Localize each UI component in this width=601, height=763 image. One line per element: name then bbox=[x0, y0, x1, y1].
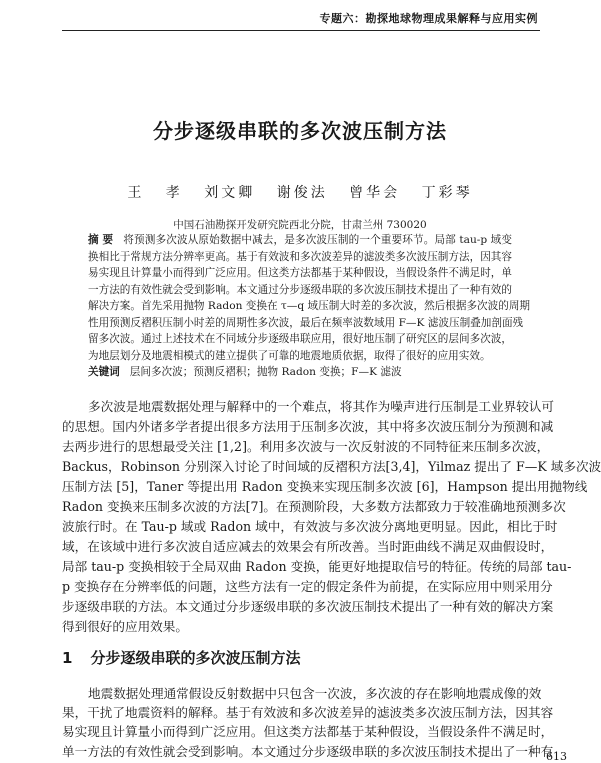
section1-paragraph bbox=[62, 684, 554, 761]
body-line: Radon 变换来压制多次波的方法[7]。在预测阶段，大多数方法都致力于较准确地预测多次 bbox=[62, 499, 566, 514]
body-line: Backus，Robinson 分别深入讨论了时间域的反褶积方法[3,4]，Yilmaz 提出了 F—K 域多次波 bbox=[62, 459, 601, 474]
body-line: 多次波是地震数据处理与解释中的一个难点，将其作为噪声进行压制是工业界较认可 bbox=[88, 399, 554, 414]
abstract-label: 摘 要 bbox=[88, 234, 114, 246]
section-number: 1 bbox=[62, 649, 73, 667]
body-line: 去两步进行的思想最受关注 [1,2]。利用多次波与一次反射波的不同特征来压制多次波， bbox=[62, 439, 550, 454]
paper-title: 分步逐级串联的多次波压制方法 bbox=[153, 119, 447, 143]
abstract bbox=[88, 232, 531, 364]
abstract-line: 一方法的有效性就会受到影响。本文通过分步逐级串联的多次波压制技术提出了一种有效的 bbox=[88, 283, 512, 296]
abstract-line: 为地层划分及地震相模式的建立提供了可靠的地震地质依据，取得了很好的应用实效。 bbox=[88, 349, 491, 362]
keywords-label: 关键词 bbox=[88, 366, 120, 378]
body-line: 地震数据处理通常假设反射数据中只包含一次波，多次波的存在影响地震成像的效 bbox=[88, 686, 542, 701]
author: 丁彩琴 bbox=[421, 185, 473, 201]
authors bbox=[0, 182, 600, 202]
page-number: 613 bbox=[546, 750, 567, 763]
body-line: 步逐级串联的方法。本文通过分步逐级串联的多次波压制技术提出了一种有效的解决方案 bbox=[62, 599, 554, 614]
abstract-line: 性用预测反褶积压制小时差的周期性多次波，最后在频率波数域用 F—K 滤波压制叠加剖面残 bbox=[88, 316, 524, 329]
body-line: 局部 tau-p 变换相较于全局双曲 Radon 变换，能更好地提取信号的特征。传统的局部 tau- bbox=[62, 559, 572, 574]
body-line: 的思想。国内外诸多学者提出很多方法用于压制多次波，其中将多次波压制分为预测和减 bbox=[62, 419, 554, 434]
body-line: 易实现且计算量小而得到广泛应用。但这类方法都基于某种假设，当假设条件不满足时， bbox=[62, 724, 554, 740]
abstract-line: 易实现且计算量小而得到广泛应用。但这类方法都基于某种假设，当假设条件不满足时，单 bbox=[88, 267, 512, 279]
header-rule bbox=[62, 30, 540, 31]
abstract-line: 换相比于常规方法分辨率更高。基于有效波和多次波差异的滤波类多次波压制方法，因其容 bbox=[88, 250, 512, 263]
body-line: 波旅行时。在 Tau-p 域或 Radon 域中，有效波与多次波分离地更明显。因此，相比于时 bbox=[62, 519, 558, 534]
section-title: 分步逐级串联的多次波压制方法 bbox=[90, 649, 301, 667]
keywords bbox=[88, 364, 402, 379]
body-line: 单一方法的有效性就会受到影响。本文通过分步逐级串联的多次波压制技术提出了一种有 bbox=[62, 743, 554, 759]
keywords-text: 层间多次波；预测反褶积；抛物 Radon 变换；F—K 滤波 bbox=[129, 366, 402, 378]
author: 刘文卿 bbox=[204, 185, 256, 201]
running-header: 专题六：勘探地球物理成果解释与应用实例 bbox=[319, 12, 538, 25]
section-heading bbox=[62, 647, 300, 668]
intro-paragraph bbox=[62, 397, 601, 637]
body-line: 果，干扰了地震资料的解释。基于有效波和多次波差异的滤波类多次波压制方法，因其容 bbox=[62, 705, 554, 721]
body-line: 压制方法 [5]，Taner 等提出用 Radon 变换来实现压制多次波 [6]，Hampson 提出用抛物线 bbox=[62, 479, 588, 494]
author: 王 孝 bbox=[127, 185, 183, 201]
body-line: p 变换存在分辨率低的问题，这些方法有一定的假定条件为前提，在实际应用中则采用分 bbox=[62, 579, 553, 594]
author: 谢俊法 bbox=[276, 185, 328, 201]
body-line: 得到很好的应用效果。 bbox=[62, 619, 188, 634]
abstract-line: 解决方案。首先采用抛物 Radon 变换在 τ—q 域压制大时差的多次波，然后根据多次波的周期 bbox=[88, 300, 531, 312]
abstract-line: 摘 要 将预测多次波从原始数据中减去，是多次波压制的一个重要环节。局部 tau-p 域变 bbox=[88, 234, 512, 246]
author: 曾华会 bbox=[349, 185, 401, 201]
abstract-line: 留多次波。通过上述技术在不同域分步逐级串联应用，很好地压制了研究区的层间多次波， bbox=[88, 333, 512, 345]
affiliation: 中国石油勘探开发研究院西北分院，甘肃兰州 730020 bbox=[173, 219, 427, 231]
body-line: 域，在该域中进行多次波自适应减去的效果会有所改善。当时距曲线不满足双曲假设时， bbox=[62, 539, 554, 554]
